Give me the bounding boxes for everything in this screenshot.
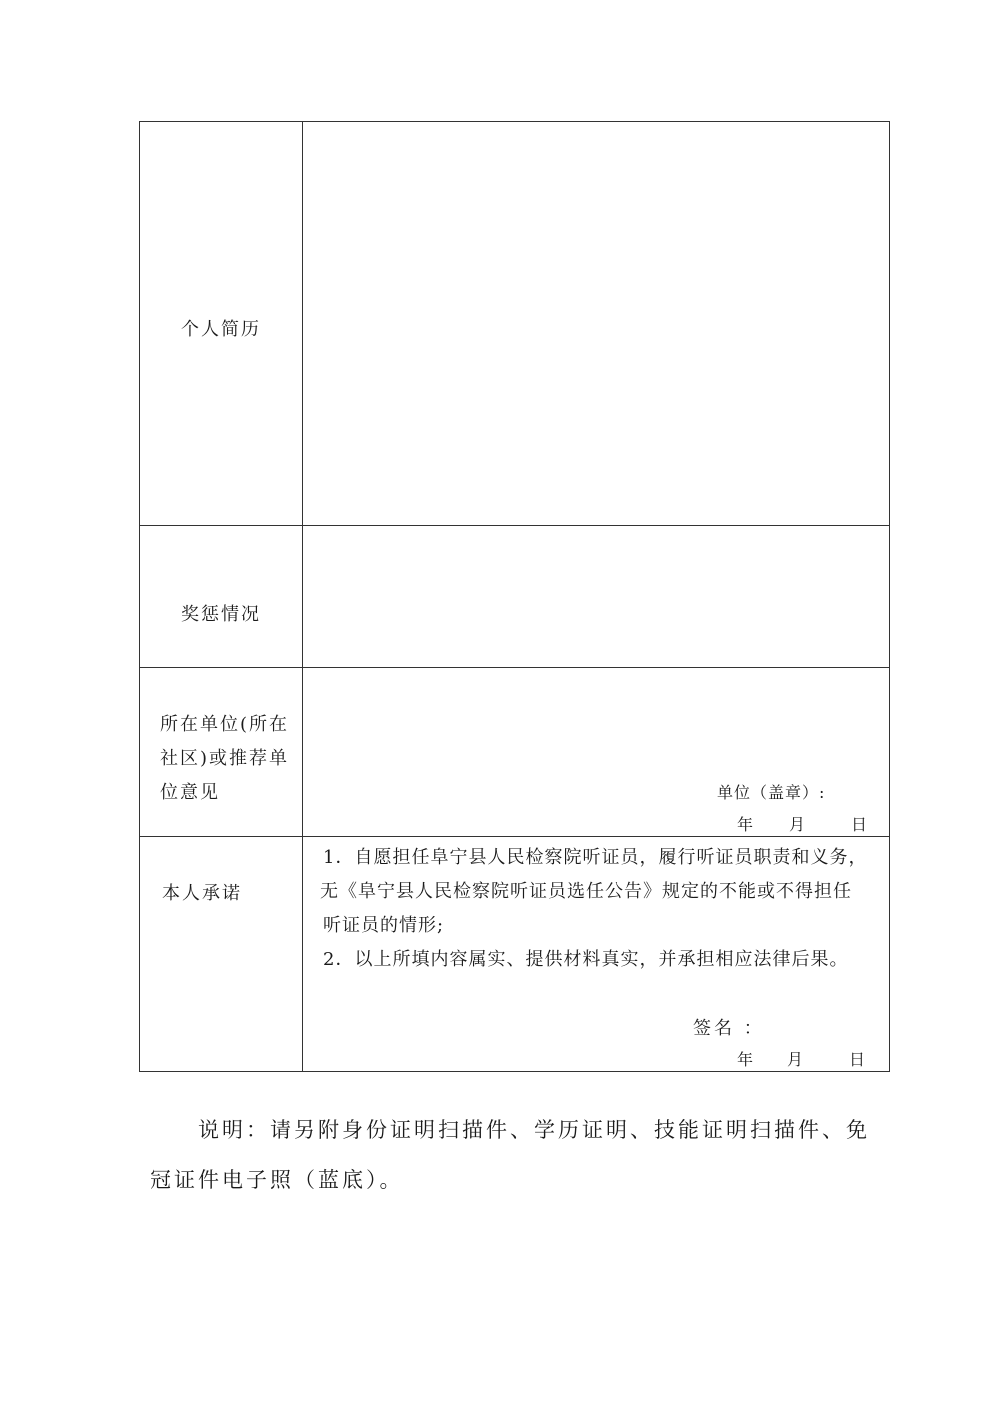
pledge-date-day: 日 xyxy=(849,1050,867,1069)
note-line: 说明：请另附身份证明扫描件、学历证明、技能证明扫描件、免 xyxy=(198,1118,870,1142)
attachment-note xyxy=(150,1105,870,1205)
row-divider xyxy=(140,836,889,837)
pledge-label: 本人承诺 xyxy=(162,883,242,904)
unit-opinion-label-line: 所在单位(所在 xyxy=(160,714,290,735)
pledge-line: 1．自愿担任阜宁县人民检察院听证员，履行听证员职责和义务， xyxy=(323,847,868,868)
resume-label: 个人简历 xyxy=(181,319,261,340)
pledge-line: 无《阜宁县人民检察院听证员选任公告》规定的不能或不得担任 xyxy=(320,881,852,902)
unit-opinion-field[interactable] xyxy=(303,669,889,834)
pledge-date-month: 月 xyxy=(787,1050,805,1069)
resume-field[interactable] xyxy=(303,122,889,525)
unit-date-month: 月 xyxy=(789,815,807,834)
unit-opinion-label xyxy=(160,708,300,810)
row-divider xyxy=(140,525,889,526)
pledge-date-year: 年 xyxy=(737,1050,755,1069)
unit-opinion-label-line: 位意见 xyxy=(160,782,220,803)
note-line: 冠证件电子照（蓝底）。 xyxy=(150,1168,404,1192)
pledge-text xyxy=(320,841,888,977)
pledge-line: 2．以上所填内容属实、提供材料真实，并承担相应法律后果。 xyxy=(323,949,849,970)
pledge-line: 听证员的情形; xyxy=(323,915,445,936)
awards-label: 奖惩情况 xyxy=(181,604,261,625)
signature-label: 签名 ： xyxy=(693,1018,765,1039)
unit-date-day: 日 xyxy=(851,815,869,834)
awards-field[interactable] xyxy=(303,527,889,667)
unit-opinion-label-line: 社区)或推荐单 xyxy=(160,748,290,769)
unit-stamp-label: 单位（盖章）: xyxy=(717,783,826,802)
application-form-table xyxy=(139,121,890,1072)
unit-date-year: 年 xyxy=(737,815,755,834)
row-divider xyxy=(140,667,889,668)
